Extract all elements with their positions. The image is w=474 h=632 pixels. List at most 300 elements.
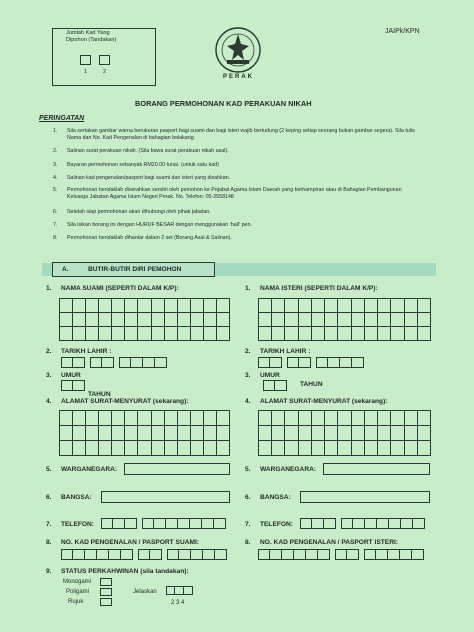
nama-isteri-grid[interactable] — [258, 298, 431, 341]
grid-cell[interactable] — [178, 426, 191, 441]
peringatan-item-8: 8. Permohonan hendaklah dihantar dalam 2 set (Borang Asal & Salinan). — [53, 235, 232, 241]
grid-cell[interactable] — [178, 327, 191, 341]
grid-cell[interactable] — [125, 426, 138, 441]
grid-cell[interactable] — [272, 426, 285, 441]
grid-cell[interactable] — [204, 327, 217, 341]
grid-cell[interactable] — [405, 299, 418, 313]
field-5b-number: 5. — [245, 466, 251, 473]
grid-cell[interactable] — [378, 313, 391, 327]
grid-cell[interactable] — [272, 411, 285, 426]
field-7b-number: 7. — [245, 521, 251, 528]
input-cell[interactable] — [125, 518, 137, 529]
grid-cell[interactable] — [112, 441, 125, 456]
grid-cell[interactable] — [73, 327, 86, 341]
input-cell[interactable] — [101, 518, 113, 529]
input-cell[interactable] — [167, 549, 179, 560]
grid-cell[interactable] — [112, 299, 125, 313]
grid-cell[interactable] — [138, 299, 151, 313]
grid-cell[interactable] — [285, 441, 298, 456]
grid-cell[interactable] — [259, 426, 272, 441]
grid-cell[interactable] — [73, 411, 86, 426]
grid-cell[interactable] — [325, 411, 338, 426]
input-cell[interactable] — [97, 549, 109, 560]
grid-cell[interactable] — [365, 411, 378, 426]
input-cell[interactable] — [131, 357, 143, 368]
card-count-label-2: Dipohon (Tandakan) — [66, 37, 117, 43]
grid-cell[interactable] — [112, 426, 125, 441]
input-cell[interactable] — [412, 549, 424, 560]
input-cell[interactable] — [73, 380, 85, 391]
grid-cell[interactable] — [352, 411, 365, 426]
input-cell[interactable] — [353, 518, 365, 529]
grid-cell[interactable] — [365, 327, 378, 341]
grid-cell[interactable] — [178, 441, 191, 456]
grid-cell[interactable] — [418, 327, 431, 341]
input-cell[interactable] — [166, 518, 178, 529]
grid-cell[interactable] — [217, 313, 230, 327]
card-count-option-2: 2 — [103, 69, 107, 75]
grid-cell[interactable] — [325, 299, 338, 313]
grid-cell[interactable] — [60, 327, 73, 341]
umur-isteri-cells[interactable] — [263, 380, 287, 391]
input-cell[interactable] — [401, 518, 413, 529]
grid-cell[interactable] — [352, 327, 365, 341]
tarikh-lahir-suami-cells[interactable] — [61, 357, 167, 368]
crest-text: PERAK — [223, 74, 255, 80]
grid-cell[interactable] — [99, 313, 112, 327]
grid-cell[interactable] — [285, 426, 298, 441]
input-cell[interactable] — [318, 549, 330, 560]
tarikh-lahir-isteri-cells[interactable] — [258, 357, 364, 368]
input-cell[interactable] — [364, 549, 376, 560]
grid-cell[interactable] — [285, 411, 298, 426]
grid-cell[interactable] — [125, 327, 138, 341]
grid-cell[interactable] — [259, 411, 272, 426]
grid-cell[interactable] — [86, 327, 99, 341]
warganegara-isteri-field[interactable] — [323, 463, 430, 475]
grid-cell[interactable] — [178, 299, 191, 313]
input-cell[interactable] — [85, 549, 97, 560]
bangsa-isteri-label: BANGSA: — [260, 494, 291, 501]
grid-cell[interactable] — [338, 441, 351, 456]
grid-cell[interactable] — [325, 426, 338, 441]
peringatan-item-1: 1. Sila sertakan gambar warna berukuran pasport bagi suami dan bagi isteri wajib bertudung (2 keping setiap seorang bukan gambar segera). Sila tulis Nama dan No. Kad Pengenalan di bahagian belakang. — [53, 128, 415, 141]
grid-cell[interactable] — [60, 441, 73, 456]
input-cell[interactable] — [121, 549, 133, 560]
poligami-checkbox[interactable] — [100, 588, 112, 596]
field-2-number: 2. — [46, 348, 52, 355]
peringatan-item-2: 2. Salinan surat perakuan nikah. (Sila bawa surat perakuan nikah asal). — [53, 148, 229, 154]
grid-cell[interactable] — [204, 411, 217, 426]
grid-cell[interactable] — [405, 313, 418, 327]
grid-cell[interactable] — [99, 441, 112, 456]
grid-cell[interactable] — [112, 327, 125, 341]
field-2b-number: 2. — [245, 348, 251, 355]
warganegara-suami-field[interactable] — [124, 463, 230, 475]
page-title: BORANG PERMOHONAN KAD PERAKUAN NIKAH — [135, 99, 312, 108]
grid-cell[interactable] — [338, 426, 351, 441]
grid-cell[interactable] — [73, 441, 86, 456]
input-cell[interactable] — [275, 380, 287, 391]
input-cell[interactable] — [155, 357, 167, 368]
grid-cell[interactable] — [391, 313, 404, 327]
grid-cell[interactable] — [272, 327, 285, 341]
monogami-label: Monogami — [63, 579, 92, 585]
field-3-number: 3. — [46, 372, 52, 379]
input-cell[interactable] — [154, 518, 166, 529]
grid-cell[interactable] — [165, 411, 178, 426]
grid-cell[interactable] — [352, 441, 365, 456]
grid-cell[interactable] — [86, 299, 99, 313]
grid-cell[interactable] — [378, 411, 391, 426]
warganegara-label: WARGANEGARA: — [61, 466, 118, 473]
grid-cell[interactable] — [138, 411, 151, 426]
card-count-checkbox-2[interactable] — [99, 55, 110, 65]
grid-cell[interactable] — [217, 411, 230, 426]
grid-cell[interactable] — [312, 299, 325, 313]
rujuk-checkbox[interactable] — [100, 598, 112, 606]
grid-cell[interactable] — [285, 327, 298, 341]
field-3b-number: 3. — [245, 372, 251, 379]
alamat-isteri-grid[interactable] — [258, 410, 431, 456]
grid-cell[interactable] — [125, 441, 138, 456]
input-cell[interactable] — [263, 380, 275, 391]
bangsa-label: BANGSA: — [61, 494, 92, 501]
input-cell[interactable] — [294, 549, 306, 560]
grid-cell[interactable] — [259, 313, 272, 327]
input-cell[interactable] — [175, 586, 184, 595]
grid-cell[interactable] — [272, 313, 285, 327]
grid-cell[interactable] — [191, 313, 204, 327]
kp-suami-cells[interactable] — [61, 549, 227, 560]
grid-cell[interactable] — [112, 411, 125, 426]
input-cell[interactable] — [61, 357, 73, 368]
input-cell[interactable] — [166, 586, 175, 595]
grid-cell[interactable] — [73, 299, 86, 313]
input-cell[interactable] — [324, 518, 336, 529]
grid-cell[interactable] — [165, 327, 178, 341]
field-7-number: 7. — [46, 521, 52, 528]
input-cell[interactable] — [73, 549, 85, 560]
grid-cell[interactable] — [125, 299, 138, 313]
input-cell[interactable] — [400, 549, 412, 560]
umur-label: UMUR — [61, 372, 81, 379]
grid-cell[interactable] — [99, 411, 112, 426]
section-a-title: BUTIR-BUTIR DIRI PEMOHON — [88, 266, 182, 273]
grid-cell[interactable] — [138, 426, 151, 441]
grid-cell[interactable] — [86, 313, 99, 327]
field-9-number: 9. — [46, 568, 52, 575]
input-cell[interactable] — [365, 518, 377, 529]
grid-cell[interactable] — [325, 441, 338, 456]
card-count-option-1: 1 — [84, 69, 88, 75]
input-cell[interactable] — [335, 549, 347, 560]
field-4b-number: 4. — [245, 398, 251, 405]
grid-cell[interactable] — [191, 411, 204, 426]
grid-cell[interactable] — [125, 411, 138, 426]
input-cell[interactable] — [109, 549, 121, 560]
nama-isteri-label: NAMA ISTERI (SEPERTI DALAM K/P): — [260, 285, 378, 292]
grid-cell[interactable] — [138, 313, 151, 327]
grid-cell[interactable] — [312, 441, 325, 456]
section-a-letter: A. — [62, 266, 69, 273]
grid-cell[interactable] — [391, 299, 404, 313]
input-cell[interactable] — [306, 549, 318, 560]
grid-cell[interactable] — [299, 313, 312, 327]
telefon-suami-cells[interactable] — [101, 518, 226, 529]
grid-cell[interactable] — [217, 441, 230, 456]
grid-cell[interactable] — [60, 411, 73, 426]
grid-cell[interactable] — [299, 299, 312, 313]
grid-cell[interactable] — [405, 411, 418, 426]
grid-cell[interactable] — [418, 313, 431, 327]
status-label: STATUS PERKAHWINAN (sila tandakan): — [61, 568, 189, 575]
jelaskan-label: Jelaskan — [133, 589, 157, 595]
field-1b-number: 1. — [245, 285, 251, 292]
input-cell[interactable] — [352, 357, 364, 368]
grid-cell[interactable] — [312, 426, 325, 441]
grid-cell[interactable] — [99, 426, 112, 441]
grid-cell[interactable] — [112, 313, 125, 327]
input-cell[interactable] — [142, 518, 154, 529]
kp-isteri-label: NO. KAD PENGENALAN / PASPORT ISTERI: — [260, 539, 398, 546]
grid-cell[interactable] — [378, 327, 391, 341]
grid-cell[interactable] — [405, 441, 418, 456]
grid-cell[interactable] — [299, 426, 312, 441]
grid-cell[interactable] — [60, 426, 73, 441]
input-cell[interactable] — [258, 549, 270, 560]
peringatan-item-6: 6. Setelah siap permohonan akan dihubungi oleh pihak jabatan. — [53, 209, 211, 215]
input-cell[interactable] — [270, 549, 282, 560]
jelaskan-cells[interactable] — [166, 586, 193, 595]
input-cell[interactable] — [347, 549, 359, 560]
grid-cell[interactable] — [299, 411, 312, 426]
grid-cell[interactable] — [352, 426, 365, 441]
grid-cell[interactable] — [391, 327, 404, 341]
field-4-number: 4. — [46, 398, 52, 405]
input-cell[interactable] — [328, 357, 340, 368]
grid-cell[interactable] — [338, 327, 351, 341]
input-cell[interactable] — [377, 518, 389, 529]
grid-cell[interactable] — [378, 426, 391, 441]
grid-cell[interactable] — [99, 327, 112, 341]
input-cell[interactable] — [341, 518, 353, 529]
peringatan-item-3: 3. Bayaran permohonan sebanyak RM20.00 tunai. (untuk satu kad) — [53, 162, 219, 168]
grid-cell[interactable] — [391, 441, 404, 456]
alamat-isteri-label: ALAMAT SURAT-MENYURAT (sekarang): — [260, 398, 388, 405]
grid-cell[interactable] — [365, 441, 378, 456]
grid-cell[interactable] — [418, 426, 431, 441]
telefon-isteri-cells[interactable] — [300, 518, 425, 529]
grid-cell[interactable] — [378, 441, 391, 456]
grid-cell[interactable] — [405, 327, 418, 341]
grid-cell[interactable] — [86, 426, 99, 441]
card-count-label-1: Jumlah Kad Yang — [66, 30, 110, 36]
input-cell[interactable] — [388, 549, 400, 560]
grid-cell[interactable] — [378, 299, 391, 313]
grid-cell[interactable] — [204, 441, 217, 456]
input-cell[interactable] — [299, 357, 311, 368]
grid-cell[interactable] — [312, 411, 325, 426]
input-cell[interactable] — [282, 549, 294, 560]
rujuk-label: Rujuk — [68, 599, 84, 605]
input-cell[interactable] — [90, 357, 102, 368]
grid-cell[interactable] — [365, 313, 378, 327]
grid-cell[interactable] — [178, 411, 191, 426]
grid-cell[interactable] — [73, 426, 86, 441]
input-cell[interactable] — [287, 357, 299, 368]
alamat-suami-grid[interactable] — [59, 410, 230, 456]
grid-cell[interactable] — [391, 411, 404, 426]
input-cell[interactable] — [312, 518, 324, 529]
grid-cell[interactable] — [165, 299, 178, 313]
input-cell[interactable] — [258, 357, 270, 368]
grid-cell[interactable] — [152, 426, 165, 441]
grid-cell[interactable] — [272, 441, 285, 456]
input-cell[interactable] — [179, 549, 191, 560]
tahun-label: TAHUN — [88, 391, 111, 398]
grid-cell[interactable] — [259, 299, 272, 313]
tarikh-lahir-label: TARIKH LAHIR : — [61, 348, 112, 355]
grid-cell[interactable] — [338, 299, 351, 313]
input-cell[interactable] — [300, 518, 312, 529]
warganegara-isteri-label: WARGANEGARA: — [260, 466, 317, 473]
grid-cell[interactable] — [204, 299, 217, 313]
grid-cell[interactable] — [299, 327, 312, 341]
grid-cell[interactable] — [418, 441, 431, 456]
grid-cell[interactable] — [191, 426, 204, 441]
perak-crest-icon — [213, 22, 263, 82]
grid-cell[interactable] — [299, 441, 312, 456]
grid-cell[interactable] — [217, 327, 230, 341]
input-cell[interactable] — [119, 357, 131, 368]
input-cell[interactable] — [389, 518, 401, 529]
input-cell[interactable] — [191, 549, 203, 560]
nama-suami-label: NAMA SUAMI (SEPERTI DALAM K/P): — [61, 285, 179, 292]
grid-cell[interactable] — [312, 313, 325, 327]
grid-cell[interactable] — [165, 441, 178, 456]
grid-cell[interactable] — [60, 299, 73, 313]
grid-cell[interactable] — [152, 441, 165, 456]
grid-cell[interactable] — [86, 441, 99, 456]
peringatan-item-7: 7. Sila isikan borang ini dengan HURUF BESAR dengan menggunakan 'ball' pen. — [53, 222, 252, 228]
input-cell[interactable] — [203, 549, 215, 560]
field-8b-number: 8. — [245, 539, 251, 546]
input-cell[interactable] — [202, 518, 214, 529]
form-code: JAIPk/KPN — [385, 28, 420, 35]
input-cell[interactable] — [73, 357, 85, 368]
grid-cell[interactable] — [325, 327, 338, 341]
grid-cell[interactable] — [365, 299, 378, 313]
input-cell[interactable] — [190, 518, 202, 529]
input-cell[interactable] — [340, 357, 352, 368]
input-cell[interactable] — [61, 380, 73, 391]
input-cell[interactable] — [102, 357, 114, 368]
grid-cell[interactable] — [138, 441, 151, 456]
grid-cell[interactable] — [259, 441, 272, 456]
grid-cell[interactable] — [138, 327, 151, 341]
grid-cell[interactable] — [391, 426, 404, 441]
umur-isteri-label: UMUR — [260, 372, 280, 379]
grid-cell[interactable] — [165, 313, 178, 327]
bangsa-isteri-field[interactable] — [300, 491, 430, 503]
grid-cell[interactable] — [418, 299, 431, 313]
input-cell[interactable] — [376, 549, 388, 560]
bangsa-suami-field[interactable] — [101, 491, 230, 503]
input-cell[interactable] — [316, 357, 328, 368]
grid-cell[interactable] — [152, 299, 165, 313]
grid-cell[interactable] — [312, 327, 325, 341]
grid-cell[interactable] — [191, 441, 204, 456]
umur-suami-cells[interactable] — [61, 380, 85, 391]
grid-cell[interactable] — [191, 299, 204, 313]
grid-cell[interactable] — [204, 426, 217, 441]
grid-cell[interactable] — [418, 411, 431, 426]
grid-cell[interactable] — [99, 299, 112, 313]
card-count-checkbox-1[interactable] — [80, 55, 91, 65]
input-cell[interactable] — [138, 549, 150, 560]
telefon-label: TELEFON: — [61, 521, 94, 528]
grid-cell[interactable] — [285, 313, 298, 327]
input-cell[interactable] — [150, 549, 162, 560]
grid-cell[interactable] — [352, 313, 365, 327]
grid-cell[interactable] — [338, 313, 351, 327]
input-cell[interactable] — [214, 518, 226, 529]
field-1-number: 1. — [46, 285, 52, 292]
peringatan-item-4: 4. Salinan kad pengenalan/pasport bagi suami dan isteri yang disahkan. — [53, 175, 231, 181]
input-cell[interactable] — [143, 357, 155, 368]
nama-suami-grid[interactable] — [59, 298, 230, 341]
tahun-isteri-label: TAHUN — [300, 381, 323, 388]
input-cell[interactable] — [184, 586, 193, 595]
grid-cell[interactable] — [60, 313, 73, 327]
grid-cell[interactable] — [165, 426, 178, 441]
jelaskan-numbers: 2 3 4 — [171, 600, 185, 606]
grid-cell[interactable] — [365, 426, 378, 441]
grid-cell[interactable] — [217, 426, 230, 441]
monogami-checkbox[interactable] — [100, 578, 112, 586]
grid-cell[interactable] — [86, 411, 99, 426]
input-cell[interactable] — [270, 357, 282, 368]
grid-cell[interactable] — [125, 313, 138, 327]
grid-cell[interactable] — [152, 313, 165, 327]
tarikh-lahir-isteri-label: TARIKH LAHIR : — [260, 348, 311, 355]
grid-cell[interactable] — [217, 299, 230, 313]
grid-cell[interactable] — [152, 411, 165, 426]
input-cell[interactable] — [113, 518, 125, 529]
grid-cell[interactable] — [405, 426, 418, 441]
grid-cell[interactable] — [285, 299, 298, 313]
grid-cell[interactable] — [191, 327, 204, 341]
grid-cell[interactable] — [178, 313, 191, 327]
input-cell[interactable] — [413, 518, 425, 529]
grid-cell[interactable] — [272, 299, 285, 313]
grid-cell[interactable] — [259, 327, 272, 341]
input-cell[interactable] — [215, 549, 227, 560]
kp-isteri-cells[interactable] — [258, 549, 424, 560]
grid-cell[interactable] — [73, 313, 86, 327]
grid-cell[interactable] — [325, 313, 338, 327]
grid-cell[interactable] — [338, 411, 351, 426]
grid-cell[interactable] — [352, 299, 365, 313]
grid-cell[interactable] — [152, 327, 165, 341]
poligami-label: Poligami — [66, 589, 90, 595]
field-6-number: 6. — [46, 494, 52, 501]
grid-cell[interactable] — [204, 313, 217, 327]
input-cell[interactable] — [178, 518, 190, 529]
field-5-number: 5. — [46, 466, 52, 473]
input-cell[interactable] — [61, 549, 73, 560]
